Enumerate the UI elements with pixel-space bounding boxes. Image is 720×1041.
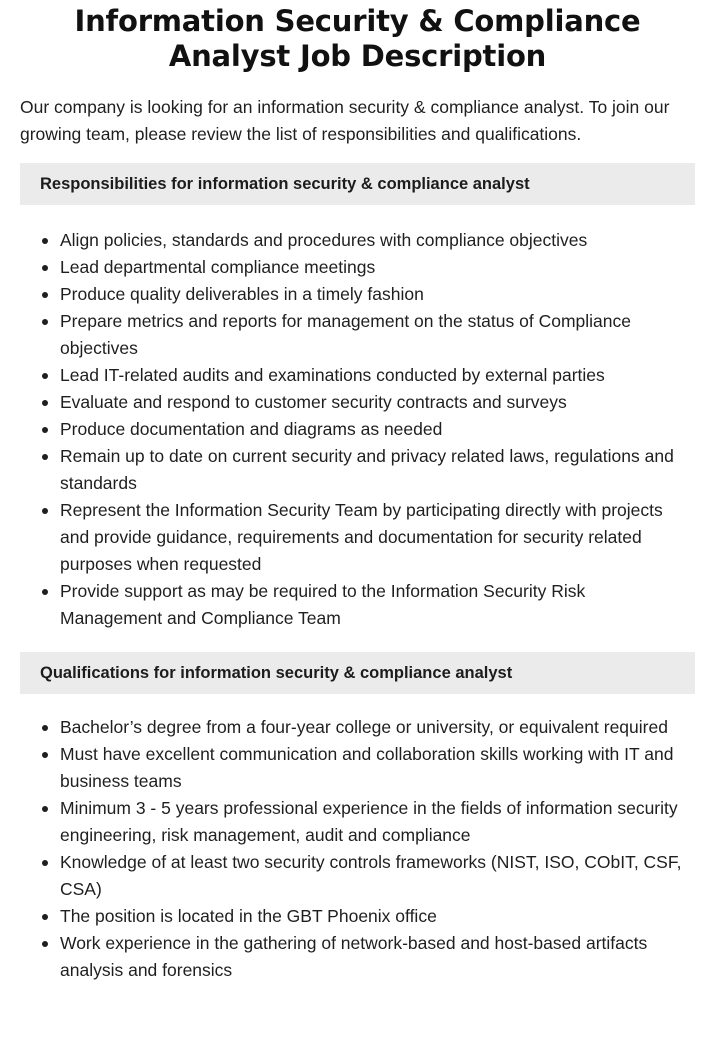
list-item-text: Remain up to date on current security and privacy related laws, regulations and standards <box>60 446 674 493</box>
bullet-icon <box>42 914 48 920</box>
list-item <box>60 416 695 443</box>
list-item-text: Align policies, standards and procedures with compliance objectives <box>60 230 588 250</box>
list-item-text: Produce quality deliverables in a timely fashion <box>60 284 424 304</box>
list-item <box>60 930 695 984</box>
responsibilities-heading: Responsibilities for information security & compliance analyst <box>20 163 695 205</box>
qualifications-list <box>20 714 695 984</box>
list-item <box>60 308 695 362</box>
bullet-icon <box>42 238 48 244</box>
list-item <box>60 795 695 849</box>
list-item-text: Minimum 3 - 5 years professional experience in the fields of information security engineering, risk management, audit and compliance <box>60 798 678 845</box>
responsibilities-list <box>20 227 695 632</box>
bullet-icon <box>42 373 48 379</box>
list-item-text: Lead departmental compliance meetings <box>60 257 376 277</box>
list-item <box>60 578 695 632</box>
list-item-text: Produce documentation and diagrams as needed <box>60 419 443 439</box>
list-item <box>60 741 695 795</box>
list-item <box>60 227 695 254</box>
list-item <box>60 849 695 903</box>
list-item-text: Bachelor’s degree from a four-year college or university, or equivalent required <box>60 717 668 737</box>
list-item-text: Must have excellent communication and collaboration skills working with IT and business teams <box>60 744 674 791</box>
list-item-text: Provide support as may be required to the Information Security Risk Management and Compliance Team <box>60 581 586 628</box>
list-item <box>60 497 695 578</box>
list-item-text: Represent the Information Security Team by participating directly with projects and provide guidance, requirements and documentation for security related purposes when requested <box>60 500 663 574</box>
list-item <box>60 389 695 416</box>
bullet-icon <box>42 319 48 325</box>
job-description-page <box>0 4 720 984</box>
bullet-icon <box>42 941 48 947</box>
list-item <box>60 362 695 389</box>
list-item <box>60 443 695 497</box>
bullet-icon <box>42 508 48 514</box>
list-item-text: Lead IT-related audits and examinations conducted by external parties <box>60 365 605 385</box>
bullet-icon <box>42 427 48 433</box>
bullet-icon <box>42 265 48 271</box>
intro-paragraph: Our company is looking for an information security & compliance analyst. To join our growing team, please review the list of responsibilities and qualifications. <box>20 97 670 144</box>
bullet-icon <box>42 454 48 460</box>
list-item <box>60 281 695 308</box>
list-item <box>60 254 695 281</box>
list-item-text: Work experience in the gathering of network-based and host-based artifacts analysis and forensics <box>60 933 648 980</box>
page-title: Information Security & Compliance Analyst Job Description <box>74 4 641 73</box>
bullet-icon <box>42 860 48 866</box>
list-item-text: Evaluate and respond to customer security contracts and surveys <box>60 392 567 412</box>
bullet-icon <box>42 752 48 758</box>
list-item-text: Prepare metrics and reports for management on the status of Compliance objectives <box>60 311 631 358</box>
bullet-icon <box>42 806 48 812</box>
list-item-text: Knowledge of at least two security controls frameworks (NIST, ISO, CObIT, CSF, CSA) <box>60 852 682 899</box>
bullet-icon <box>42 725 48 731</box>
qualifications-heading: Qualifications for information security & compliance analyst <box>20 652 695 694</box>
list-item <box>60 714 695 741</box>
list-item <box>60 903 695 930</box>
list-item-text: The position is located in the GBT Phoenix office <box>60 906 437 926</box>
bullet-icon <box>42 400 48 406</box>
bullet-icon <box>42 292 48 298</box>
bullet-icon <box>42 589 48 595</box>
